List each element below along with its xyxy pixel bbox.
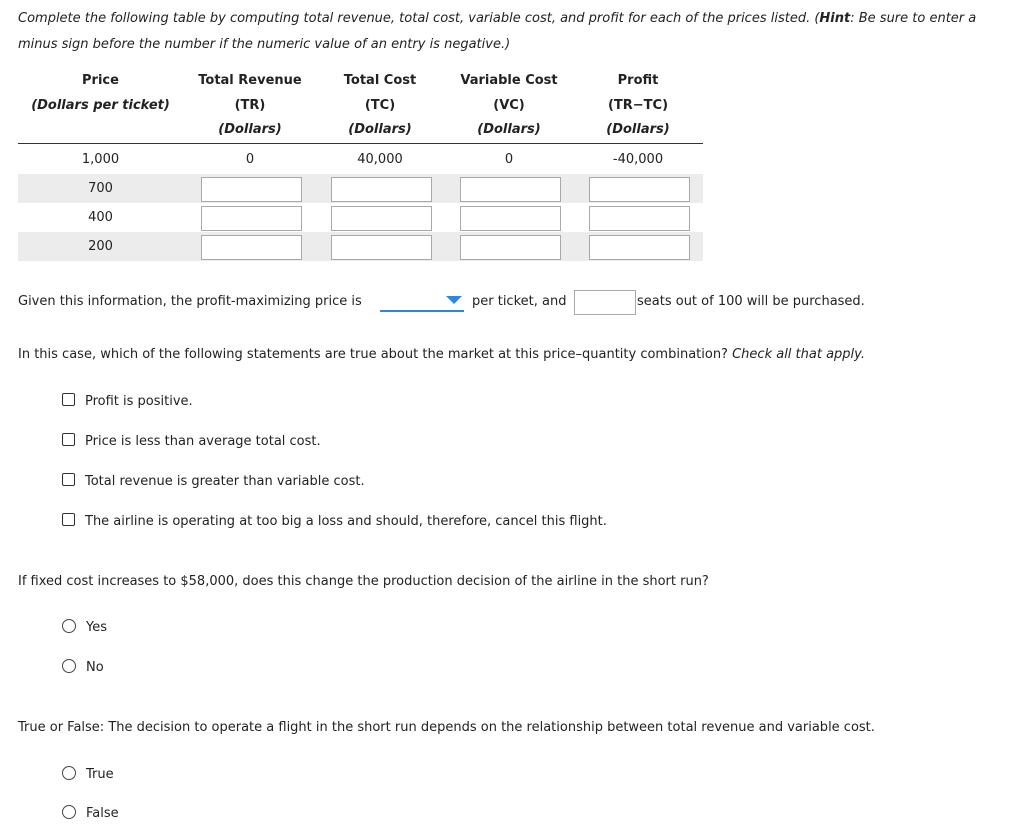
radio-label: False xyxy=(86,806,119,821)
header-tc-l1: Total Cost xyxy=(343,73,417,88)
header-tc-l2: (TC) xyxy=(364,97,396,113)
checkbox-option[interactable] xyxy=(62,512,607,532)
radio-option-false[interactable] xyxy=(62,804,119,824)
radio-button[interactable] xyxy=(62,766,76,780)
checkbox-label: Profit is positive. xyxy=(85,394,193,409)
q1-suffix: seats out of 100 will be purchased. xyxy=(637,294,865,309)
table-row xyxy=(18,174,703,203)
radio-option-no[interactable] xyxy=(62,658,104,678)
tr-cell: 0 xyxy=(245,152,255,167)
radio-button[interactable] xyxy=(62,659,76,673)
price-dropdown[interactable] xyxy=(380,288,464,312)
tc-input[interactable] xyxy=(331,206,432,231)
header-vc-l1: Variable Cost xyxy=(460,73,558,88)
price-cell: 200 xyxy=(88,239,113,254)
table-row xyxy=(18,145,703,174)
table-row xyxy=(18,203,703,232)
instructions-line1-suffix: : Be sure to enter a xyxy=(850,11,977,26)
checkbox[interactable] xyxy=(62,513,75,526)
checkbox[interactable] xyxy=(62,473,75,486)
radio-label: No xyxy=(86,660,104,675)
tc-input[interactable] xyxy=(331,235,432,260)
header-variable-cost xyxy=(449,69,569,143)
checkbox-option[interactable] xyxy=(62,472,365,492)
checkbox[interactable] xyxy=(62,433,75,446)
checkbox-option[interactable] xyxy=(62,432,321,452)
tc-cell: 40,000 xyxy=(357,152,403,167)
seats-input[interactable] xyxy=(574,290,636,315)
tc-input[interactable] xyxy=(331,177,432,202)
instructions-line2: minus sign before the number if the numeric value of an entry is negative.) xyxy=(18,37,511,52)
profit-input[interactable] xyxy=(589,235,690,260)
q2-prompt-text: In this case, which of the following statements are true about the market at this price–quantity combination? xyxy=(18,347,728,362)
vc-cell: 0 xyxy=(504,152,514,167)
profit-input[interactable] xyxy=(589,177,690,202)
vc-input[interactable] xyxy=(460,177,561,202)
header-tr-l2: (TR) xyxy=(234,97,266,113)
tr-input[interactable] xyxy=(201,177,302,202)
q1-middle: per ticket, and xyxy=(472,294,567,309)
header-profit-l3: (Dollars) xyxy=(606,122,670,137)
checkbox-option[interactable] xyxy=(62,392,193,412)
q3-prompt: If fixed cost increases to $58,000, does this change the production decision of the airline in the short run? xyxy=(18,574,709,589)
vc-input[interactable] xyxy=(460,235,561,260)
header-price-l1: Price xyxy=(82,73,119,88)
header-total-revenue xyxy=(190,69,310,143)
header-vc-l2: (VC) xyxy=(493,97,525,113)
header-tr-l3: (Dollars) xyxy=(218,122,282,137)
table-row xyxy=(18,232,703,261)
price-cell: 700 xyxy=(88,181,113,196)
table-header-divider xyxy=(18,143,703,144)
header-tc-l3: (Dollars) xyxy=(348,122,412,137)
tr-input[interactable] xyxy=(201,235,302,260)
radio-button[interactable] xyxy=(62,805,76,819)
instructions-line1: Complete the following table by computing total revenue, total cost, variable cost, and profit for each of the prices listed. ( xyxy=(18,11,820,26)
checkbox-label: The airline is operating at too big a loss and should, therefore, cancel this flight. xyxy=(85,514,607,529)
header-price xyxy=(18,69,183,118)
profit-cell: -40,000 xyxy=(612,152,664,167)
header-profit-l1: Profit xyxy=(617,73,659,88)
radio-label: Yes xyxy=(86,620,107,635)
header-total-cost xyxy=(320,69,440,143)
vc-input[interactable] xyxy=(460,206,561,231)
radio-button[interactable] xyxy=(62,619,76,633)
header-vc-l3: (Dollars) xyxy=(477,122,541,137)
checkbox-label: Price is less than average total cost. xyxy=(85,434,321,449)
header-profit xyxy=(578,69,698,143)
q1-prefix: Given this information, the profit-maximizing price is xyxy=(18,294,362,309)
header-profit-l2: (TR−TC) xyxy=(607,97,669,113)
hint-label: Hint xyxy=(819,11,851,26)
checkbox[interactable] xyxy=(62,393,75,406)
radio-label: True xyxy=(86,767,114,782)
q2-prompt-italic: Check all that apply. xyxy=(732,347,865,362)
tr-input[interactable] xyxy=(201,206,302,231)
price-cell: 400 xyxy=(88,210,113,225)
header-tr-l1: Total Revenue xyxy=(198,73,302,88)
price-cell: 1,000 xyxy=(81,152,120,167)
checkbox-label: Total revenue is greater than variable cost. xyxy=(85,474,365,489)
profit-input[interactable] xyxy=(589,206,690,231)
dropdown-arrow-icon[interactable] xyxy=(446,296,462,304)
instructions xyxy=(18,6,1018,58)
header-price-l2: (Dollars per ticket) xyxy=(31,97,170,113)
radio-option-true[interactable] xyxy=(62,765,114,785)
q4-prompt: True or False: The decision to operate a flight in the short run depends on the relationship between total revenue and variable cost. xyxy=(18,720,875,735)
radio-option-yes[interactable] xyxy=(62,618,107,638)
q2-prompt xyxy=(18,345,865,365)
